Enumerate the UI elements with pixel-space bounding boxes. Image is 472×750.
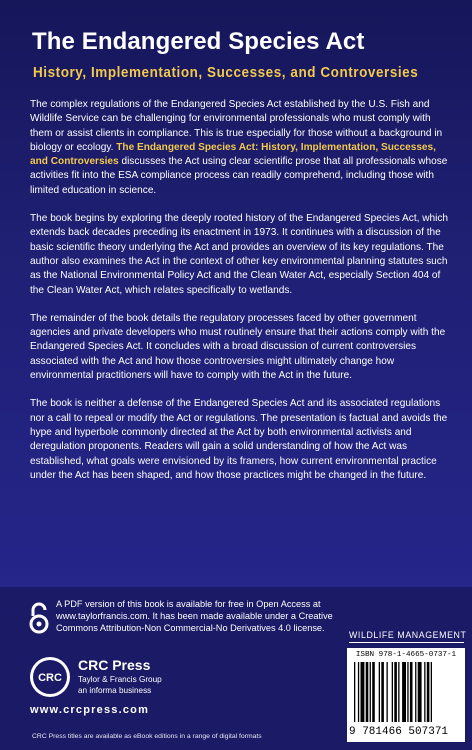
barcode-bar	[415, 662, 416, 722]
barcode-icon	[350, 662, 462, 724]
publisher-name: CRC Press	[78, 657, 151, 673]
barcode-bar	[407, 662, 408, 722]
description-p1-intro: The complex regulations of the Endangered Species Act established by the U.S. Fish and Wildlife Service can be challenging for environmental professionals who must comply with them or assist clients in compliance. This is true especially for those without a background in biology or ecology.	[30, 99, 443, 153]
barcode-bar	[427, 662, 430, 722]
description-paragraph-2: The book begins by exploring the deeply rooted history of the Endangered Species Act, which extends back decades preceding its enactment in 1973. It continues with a discussion of the basic scientific theory underlying the Act and provides an overview of its key regulations. The author also examines the Act in the context of other key environmental planning statutes such as the National Environmental Policy Act and the Clean Water Act, especially Section 404 of the Clean Water Act, which relates specifically to wetlands.	[30, 213, 449, 296]
barcode-bar	[431, 662, 432, 722]
book-subtitle: History, Implementation, Successes, and Controversies	[33, 65, 419, 81]
barcode-bar	[394, 662, 397, 722]
barcode-bar	[410, 662, 413, 722]
barcode-bar	[392, 662, 393, 722]
barcode-bar	[381, 662, 384, 722]
open-access-notice: A PDF version of this book is available for free in Open Access at www.taylorfrancis.com. It has been made available under a Creative Commons Attribution-Non Commercial-No Derivatives 4.0 license.	[56, 599, 333, 633]
barcode-bar	[372, 662, 375, 722]
crc-press-logo-icon	[28, 655, 72, 699]
publisher-group	[78, 675, 162, 696]
publisher-group-line-1: Taylor & Francis Group	[78, 675, 162, 684]
open-access-lock-icon	[28, 602, 50, 634]
barcode-bar	[402, 662, 406, 722]
book-title: The Endangered Species Act	[32, 28, 365, 55]
description-paragraph-3: The remainder of the book details the regulatory processes faced by other government agencies and private developers who must routinely ensure that their actions comply with the Endangered Species Act. It concludes with a broad discussion of current controversies associated with the Act and how those controversies might ultimately change how environmental practitioners will have to comply with the Act in the future.	[30, 312, 446, 382]
book-description	[30, 98, 454, 497]
description-p1-book-title: The Endangered Species Act: History, Implementation, Successes, and Controversies	[30, 141, 436, 168]
barcode-bar	[354, 662, 355, 722]
barcode-box	[347, 648, 465, 742]
description-paragraph-1	[30, 98, 454, 198]
isbn-label: ISBN 978-1-4665-0737-1	[355, 651, 457, 659]
barcode-bar	[358, 662, 359, 722]
description-paragraph-4: The book is neither a defense of the Endangered Species Act and its associated regulations nor a call to repeal or modify the Act or regulations. The presentation is factual and avoids the hype and hyperbole commonly directed at the Act by both environmental activists and deregulation proponents. Readers will gain a solid understanding of how the Act was established, what goals were envisioned by its framers, how current environmental practice under the Act has been shaped, and how those practices might be changed in the future.	[30, 398, 448, 481]
barcode-bar	[387, 662, 388, 722]
barcode-bar	[398, 662, 399, 722]
barcode-digits: 9 781466 507371	[349, 726, 449, 738]
barcode-bar	[424, 662, 425, 722]
barcode-bar	[418, 662, 422, 722]
barcode-bar	[361, 662, 365, 722]
subject-category: WILDLIFE MANAGEMENT	[349, 630, 464, 643]
barcode-bar	[379, 662, 380, 722]
ebook-availability-note: CRC Press titles are available as eBook editions in a range of digital formats	[32, 733, 262, 740]
description-p1-rest: discusses the Act using clear scientific prose that all professionals whose activities fit into the ESA compliance process can readily comprehend, including those with limited education in science.	[30, 156, 448, 196]
publisher-url[interactable]: www.crcpress.com	[30, 704, 150, 716]
barcode-bar	[370, 662, 371, 722]
crc-logo-text: CRC	[38, 672, 62, 684]
barcode-bar	[366, 662, 369, 722]
publisher-group-line-2: an informa business	[78, 685, 152, 695]
